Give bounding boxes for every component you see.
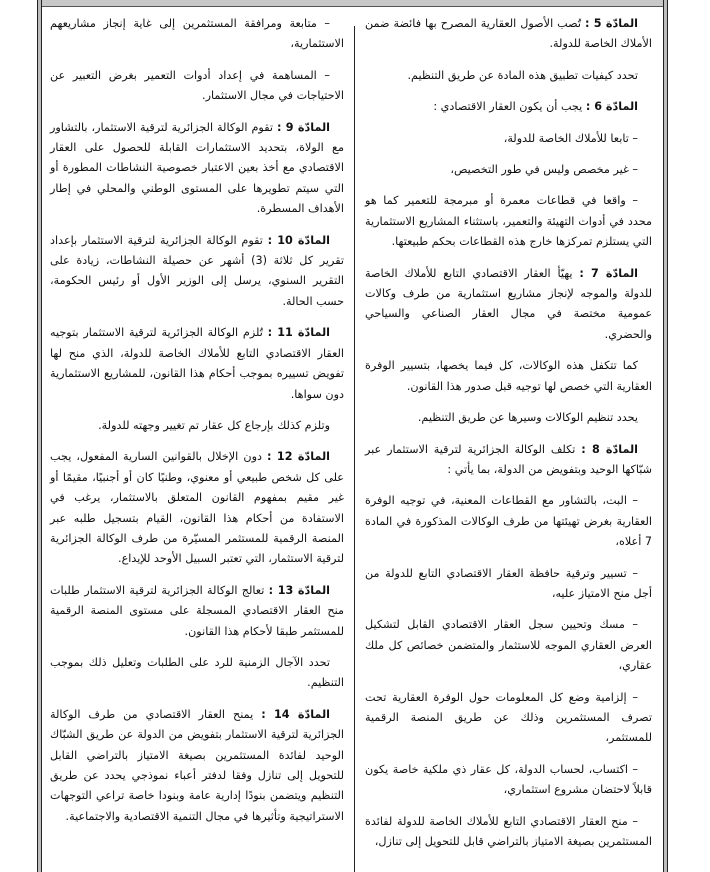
article-paragraph <box>365 264 652 346</box>
paragraph <box>365 491 652 552</box>
paragraph <box>50 653 344 694</box>
paragraph-text: – البت، بالتشاور مع القطاعات المعنية، في توجيه الوفرة العقارية بغرض تهيئتها من طرف الوكالات المذكورة في المادة 7 أعلاه، <box>365 494 652 549</box>
paragraph <box>365 812 652 853</box>
paragraph-text: يحدد تنظيم الوكالات وسيرها عن طريق التنظيم. <box>417 411 638 425</box>
paragraph <box>365 66 652 86</box>
paragraph <box>50 66 344 107</box>
article-label: المادّة 8 : <box>581 442 638 456</box>
paragraph-text: يجب أن يكون العقار الاقتصادي : <box>433 100 583 114</box>
paragraph <box>365 408 652 428</box>
article-label: المادّة 10 : <box>267 233 330 247</box>
paragraph-text: تقوم الوكالة الجزائرية لترقية الاستثمار، بالتشاور مع الولاة، بتحديد الاستثمارات القابلة للحصول على العقار الاقتصادي مع أخذ بعين الاعتبار خصوصية النشاطات المطورة أو التي سيتم تطويرها على المستوى الوطني والمحلي في إطار الأهداف المسطرة. <box>50 120 344 216</box>
paragraph <box>365 160 652 180</box>
article-paragraph <box>50 231 344 313</box>
right-column <box>365 14 652 863</box>
column-divider <box>354 26 355 872</box>
article-paragraph <box>365 440 652 481</box>
paragraph-text: تكلف الوكالة الجزائرية لترقية الاستثمار عبر شبّاكها الوحيد وبتفويض من الدولة، بما يأتي : <box>365 442 652 476</box>
paragraph-text: دون الإخلال بالقوانين السارية المفعول، يجب على كل شخص طبيعي أو معنوي، وطنيًا كان أو أجنبيًا، مقيمًا أو غير مقيم بمفهوم القانون المتعلق بالاستثمار، يرغب في الاستفادة من أحكام هذا القانون، القيام بتسجيل طلبه عبر المنصة الرقمية للمستثمر المسيّرة من طرف الوكالة الجزائرية لترقية الاستثمار، التي تعتبر السبيل الأوحد للإيداع. <box>50 450 344 566</box>
paragraph-text: تحدد كيفيات تطبيق هذه المادة عن طريق التنظيم. <box>407 68 638 82</box>
paragraph-text: – متابعة ومرافقة المستثمرين إلى غاية إنجاز مشاريعهم الاستثمارية، <box>50 17 344 51</box>
paragraph-text: – مسك وتحيين سجل العقار الاقتصادي القابل لتشكيل العرض العقاري الموجه للاستثمار والمتضمن خصائص كل ملك عقاري، <box>365 618 652 673</box>
article-paragraph <box>50 323 344 405</box>
article-paragraph <box>50 447 344 569</box>
paragraph-text: – واقعا في قطاعات معمرة أو مبرمجة للتعمير كما هو محدد في أدوات التهيئة والتعمير، باستثناء المشاريع الاستثمارية التي يستلزم تمركزها خارج هذه القطاعات بحكم طبيعتها. <box>365 194 652 249</box>
page-frame-left-outer-line <box>37 0 38 872</box>
article-label: المادّة 9 : <box>276 120 330 134</box>
paragraph-text: تقوم الوكالة الجزائرية لترقية الاستثمار بإعداد تقرير كل ثلاثة (3) أشهر عن حصيلة النشاطات، زيادة على التقرير السنوي، يرسل إلى الوزير الأول أو رئيس الحكومة، حسب الحالة. <box>50 233 344 308</box>
article-paragraph <box>50 118 344 220</box>
article-label: المادّة 14 : <box>261 707 331 721</box>
paragraph-text: – اكتساب، لحساب الدولة، كل عقار ذي ملكية خاصة يكون قابلاً لاحتضان مشروع استثماري، <box>365 762 652 797</box>
paragraph <box>365 760 652 801</box>
article-label: المادّة 12 : <box>267 450 330 464</box>
paragraph-text: يهيّأ العقار الاقتصادي التابع للأملاك الخاصة للدولة والموجه لإنجاز مشاريع استثمارية من طرف وكالات عمومية مختصة في مجال العقار الصناعي والسياحي والحضري. <box>365 266 652 341</box>
page-top-bar <box>38 0 667 7</box>
article-label: المادّة 13 : <box>268 583 331 597</box>
article-label: المادّة 6 : <box>585 100 638 114</box>
article-paragraph <box>50 581 344 642</box>
paragraph-text: وتلزم كذلك بإرجاع كل عقار تم تغيير وجهته للدولة. <box>98 418 330 432</box>
article-label: المادّة 5 : <box>584 17 638 30</box>
paragraph <box>365 191 652 252</box>
left-column <box>50 14 344 838</box>
page-frame-left-inner-line <box>41 0 42 872</box>
paragraph-text: كما تتكفل هذه الوكالات، كل فيما يخصها، بتسيير الوفرة العقارية التي خصص لها توجيه قبل صدور هذا القانون. <box>365 359 652 393</box>
paragraph-text: يمنح العقار الاقتصادي من طرف الوكالة الجزائرية لترقية الاستثمار بتفويض من الدولة عن طريق الشبّاك الوحيد لفائدة المستثمرين بصيغة الامتياز بالتراضي القابل للتحويل إلى تنازل وفقا لدفتر أعباء نموذجي يحدد عن طريق التنظيم ويتضمن بنودًا إدارية عامة وبنودا خاصة تراعي التوجهات الاستراتيجية وتأثيرها في مجال التنمية الاقتصادية والاجتماعية. <box>50 707 344 823</box>
paragraph-text: – تابعا للأملاك الخاصة للدولة، <box>503 131 638 145</box>
paragraph-text: – غير مخصص وليس في طور التخصيص، <box>450 163 638 177</box>
paragraph <box>50 416 344 436</box>
article-paragraph <box>365 14 652 55</box>
paragraph-text: – إلزامية وضع كل المعلومات حول الوفرة العقارية تحت تصرف المستثمرين وذلك عن طريق المنصة الرقمية للمستثمر، <box>365 690 652 745</box>
article-label: المادّة 7 : <box>579 266 638 280</box>
paragraph-text: – المساهمة في إعداد أدوات التعمير بغرض التعبير عن الاحتياجات في مجال الاستثمار. <box>50 68 344 103</box>
article-paragraph <box>365 97 652 117</box>
paragraph-text: – منح العقار الاقتصادي التابع للأملاك الخاصة للدولة لفائدة المستثمرين بصيغة الامتياز بالتراضي قابل للتحويل إلى تنازل، <box>365 814 652 848</box>
paragraph <box>365 688 652 749</box>
paragraph-text: تُصب الأصول العقارية المصرح بها فائضة ضمن الأملاك الخاصة للدولة. <box>365 17 652 51</box>
paragraph <box>365 564 652 605</box>
article-paragraph <box>50 705 344 827</box>
paragraph-text: – تسيير وترقية حافظة العقار الاقتصادي التابع للدولة من أجل منح الامتياز عليه، <box>365 566 652 600</box>
paragraph <box>50 14 344 55</box>
paragraph <box>365 615 652 676</box>
paragraph <box>365 129 652 149</box>
paragraph-text: تُلزم الوكالة الجزائرية لترقية الاستثمار بتوجيه العقار الاقتصادي التابع للأملاك الخاصة للدولة، الذي منح لها تفويض تسييره بموجب أحكام هذا القانون، للمشاريع الاستثمارية دون سواها. <box>50 326 344 401</box>
paragraph-text: تحدد الآجال الزمنية للرد على الطلبات وتعليل ذلك بموجب التنظيم. <box>50 655 344 690</box>
paragraph <box>365 356 652 397</box>
paragraph-text: تعالج الوكالة الجزائرية لترقية الاستثمار طلبات منح العقار الاقتصادي المسجلة على مستوى المنصة الرقمية للمستثمر طبقا لأحكام هذا القانون. <box>50 583 344 638</box>
article-label: المادّة 11 : <box>267 326 331 340</box>
page-frame-right-inner-line <box>663 0 664 872</box>
page-frame-right-outer-line <box>667 0 668 872</box>
